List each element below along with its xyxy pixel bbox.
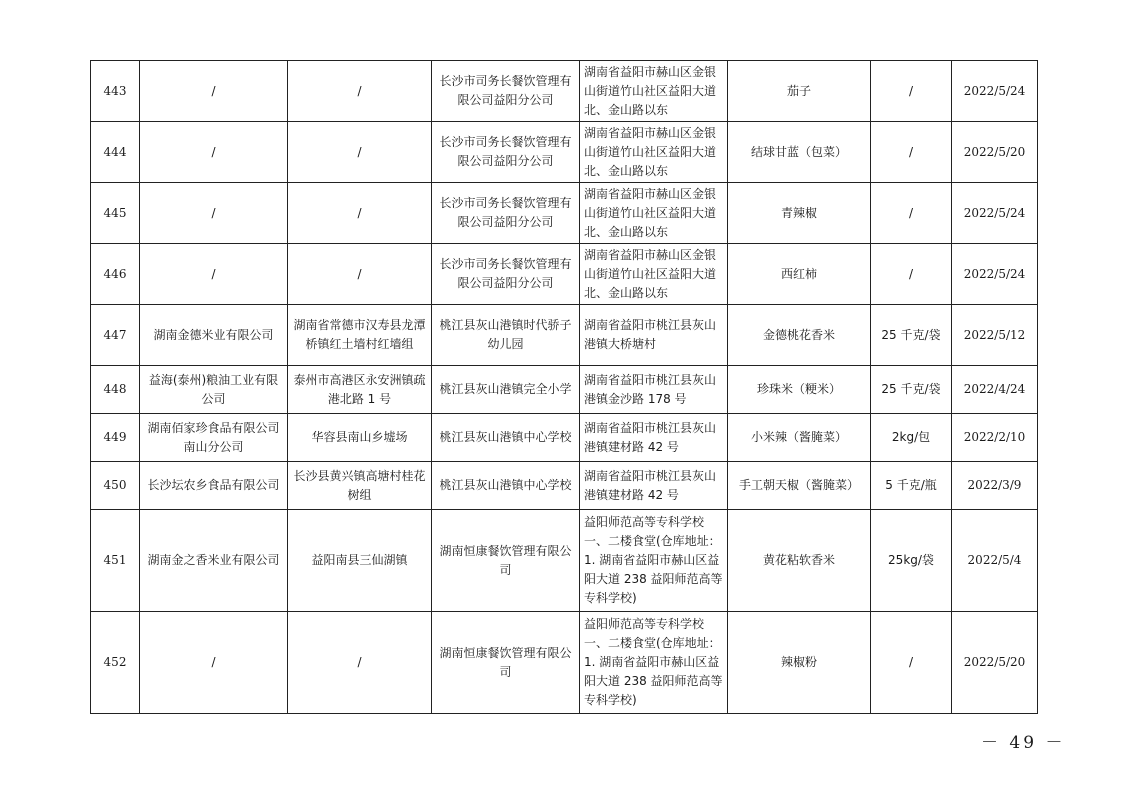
cell-production-date: 2022/5/4 [952, 510, 1038, 612]
cell-sampled-unit: 桃江县灰山港镇完全小学 [432, 366, 580, 414]
cell-product-name: 金德桃花香米 [728, 305, 871, 366]
results-table-container [90, 60, 1037, 714]
cell-manufacturer-address: 湖南省常德市汉寿县龙潭桥镇红土墙村红墙组 [288, 305, 432, 366]
cell-product-name: 西红柿 [728, 244, 871, 305]
cell-production-date: 2022/5/24 [952, 183, 1038, 244]
table-body [91, 61, 1038, 714]
cell-sampled-unit: 长沙市司务长餐饮管理有限公司益阳分公司 [432, 122, 580, 183]
cell-specification: / [871, 122, 952, 183]
cell-specification: 25 千克/袋 [871, 305, 952, 366]
cell-specification: / [871, 612, 952, 714]
cell-sampled-unit: 长沙市司务长餐饮管理有限公司益阳分公司 [432, 183, 580, 244]
cell-sampled-location: 益阳师范高等专科学校一、二楼食堂(仓库地址：1. 湖南省益阳市赫山区益阳大道 238 益阳师范高等专科学校) [580, 612, 728, 714]
cell-specification: / [871, 61, 952, 122]
cell-production-date: 2022/2/10 [952, 414, 1038, 462]
table-row [91, 244, 1038, 305]
cell-manufacturer: / [140, 612, 288, 714]
cell-sampled-location: 湖南省益阳市赫山区金银山街道竹山社区益阳大道北、金山路以东 [580, 61, 728, 122]
table-row [91, 462, 1038, 510]
cell-product-name: 手工朝天椒（酱腌菜） [728, 462, 871, 510]
cell-sampled-location: 湖南省益阳市桃江县灰山港镇金沙路 178 号 [580, 366, 728, 414]
cell-manufacturer-address: / [288, 183, 432, 244]
cell-manufacturer-address: 益阳南县三仙湖镇 [288, 510, 432, 612]
cell-manufacturer-address: / [288, 612, 432, 714]
page-number: － 49 － [981, 733, 1066, 753]
cell-specification: 5 千克/瓶 [871, 462, 952, 510]
cell-specification: 25kg/袋 [871, 510, 952, 612]
cell-serial-number: 450 [91, 462, 140, 510]
table-row [91, 122, 1038, 183]
cell-production-date: 2022/4/24 [952, 366, 1038, 414]
table-row [91, 612, 1038, 714]
cell-product-name: 辣椒粉 [728, 612, 871, 714]
cell-manufacturer-address: / [288, 244, 432, 305]
table-row [91, 366, 1038, 414]
cell-sampled-unit: 桃江县灰山港镇中心学校 [432, 462, 580, 510]
table-row [91, 510, 1038, 612]
cell-sampled-location: 湖南省益阳市赫山区金银山街道竹山社区益阳大道北、金山路以东 [580, 183, 728, 244]
cell-production-date: 2022/3/9 [952, 462, 1038, 510]
cell-sampled-location: 湖南省益阳市赫山区金银山街道竹山社区益阳大道北、金山路以东 [580, 244, 728, 305]
cell-manufacturer: 湖南金之香米业有限公司 [140, 510, 288, 612]
cell-serial-number: 443 [91, 61, 140, 122]
cell-specification: / [871, 244, 952, 305]
cell-manufacturer: / [140, 122, 288, 183]
cell-serial-number: 448 [91, 366, 140, 414]
cell-manufacturer-address: / [288, 122, 432, 183]
cell-manufacturer-address: 长沙县黄兴镇高塘村桂花树组 [288, 462, 432, 510]
table-row [91, 305, 1038, 366]
cell-serial-number: 445 [91, 183, 140, 244]
cell-production-date: 2022/5/20 [952, 122, 1038, 183]
cell-product-name: 茄子 [728, 61, 871, 122]
table-row [91, 183, 1038, 244]
cell-production-date: 2022/5/24 [952, 61, 1038, 122]
cell-sampled-location: 湖南省益阳市桃江县灰山港镇大桥塘村 [580, 305, 728, 366]
cell-sampled-unit: 长沙市司务长餐饮管理有限公司益阳分公司 [432, 61, 580, 122]
cell-manufacturer: / [140, 61, 288, 122]
cell-serial-number: 447 [91, 305, 140, 366]
cell-specification: / [871, 183, 952, 244]
cell-product-name: 青辣椒 [728, 183, 871, 244]
cell-specification: 25 千克/袋 [871, 366, 952, 414]
cell-manufacturer-address: / [288, 61, 432, 122]
cell-manufacturer-address: 泰州市高港区永安洲镇疏港北路 1 号 [288, 366, 432, 414]
cell-sampled-unit: 长沙市司务长餐饮管理有限公司益阳分公司 [432, 244, 580, 305]
cell-production-date: 2022/5/24 [952, 244, 1038, 305]
cell-manufacturer: 益海(泰州)粮油工业有限公司 [140, 366, 288, 414]
cell-sampled-unit: 桃江县灰山港镇中心学校 [432, 414, 580, 462]
cell-serial-number: 452 [91, 612, 140, 714]
sampling-results-table [90, 60, 1038, 714]
cell-manufacturer: 长沙坛农乡食品有限公司 [140, 462, 288, 510]
cell-manufacturer: / [140, 244, 288, 305]
cell-sampled-location: 湖南省益阳市桃江县灰山港镇建材路 42 号 [580, 462, 728, 510]
cell-product-name: 黄花粘软香米 [728, 510, 871, 612]
cell-serial-number: 444 [91, 122, 140, 183]
cell-sampled-unit: 桃江县灰山港镇时代骄子幼儿园 [432, 305, 580, 366]
cell-sampled-location: 湖南省益阳市赫山区金银山街道竹山社区益阳大道北、金山路以东 [580, 122, 728, 183]
cell-serial-number: 446 [91, 244, 140, 305]
cell-manufacturer-address: 华容县南山乡墟场 [288, 414, 432, 462]
cell-serial-number: 449 [91, 414, 140, 462]
cell-manufacturer: 湖南佰家珍食品有限公司南山分公司 [140, 414, 288, 462]
cell-sampled-location: 益阳师范高等专科学校一、二楼食堂(仓库地址：1. 湖南省益阳市赫山区益阳大道 238 益阳师范高等专科学校) [580, 510, 728, 612]
table-row [91, 414, 1038, 462]
cell-product-name: 小米辣（酱腌菜） [728, 414, 871, 462]
cell-production-date: 2022/5/12 [952, 305, 1038, 366]
cell-sampled-unit: 湖南恒康餐饮管理有限公司 [432, 510, 580, 612]
cell-sampled-unit: 湖南恒康餐饮管理有限公司 [432, 612, 580, 714]
cell-manufacturer: 湖南金德米业有限公司 [140, 305, 288, 366]
cell-product-name: 珍珠米（粳米） [728, 366, 871, 414]
cell-product-name: 结球甘蓝（包菜） [728, 122, 871, 183]
table-row [91, 61, 1038, 122]
cell-production-date: 2022/5/20 [952, 612, 1038, 714]
cell-manufacturer: / [140, 183, 288, 244]
cell-serial-number: 451 [91, 510, 140, 612]
cell-sampled-location: 湖南省益阳市桃江县灰山港镇建材路 42 号 [580, 414, 728, 462]
cell-specification: 2kg/包 [871, 414, 952, 462]
